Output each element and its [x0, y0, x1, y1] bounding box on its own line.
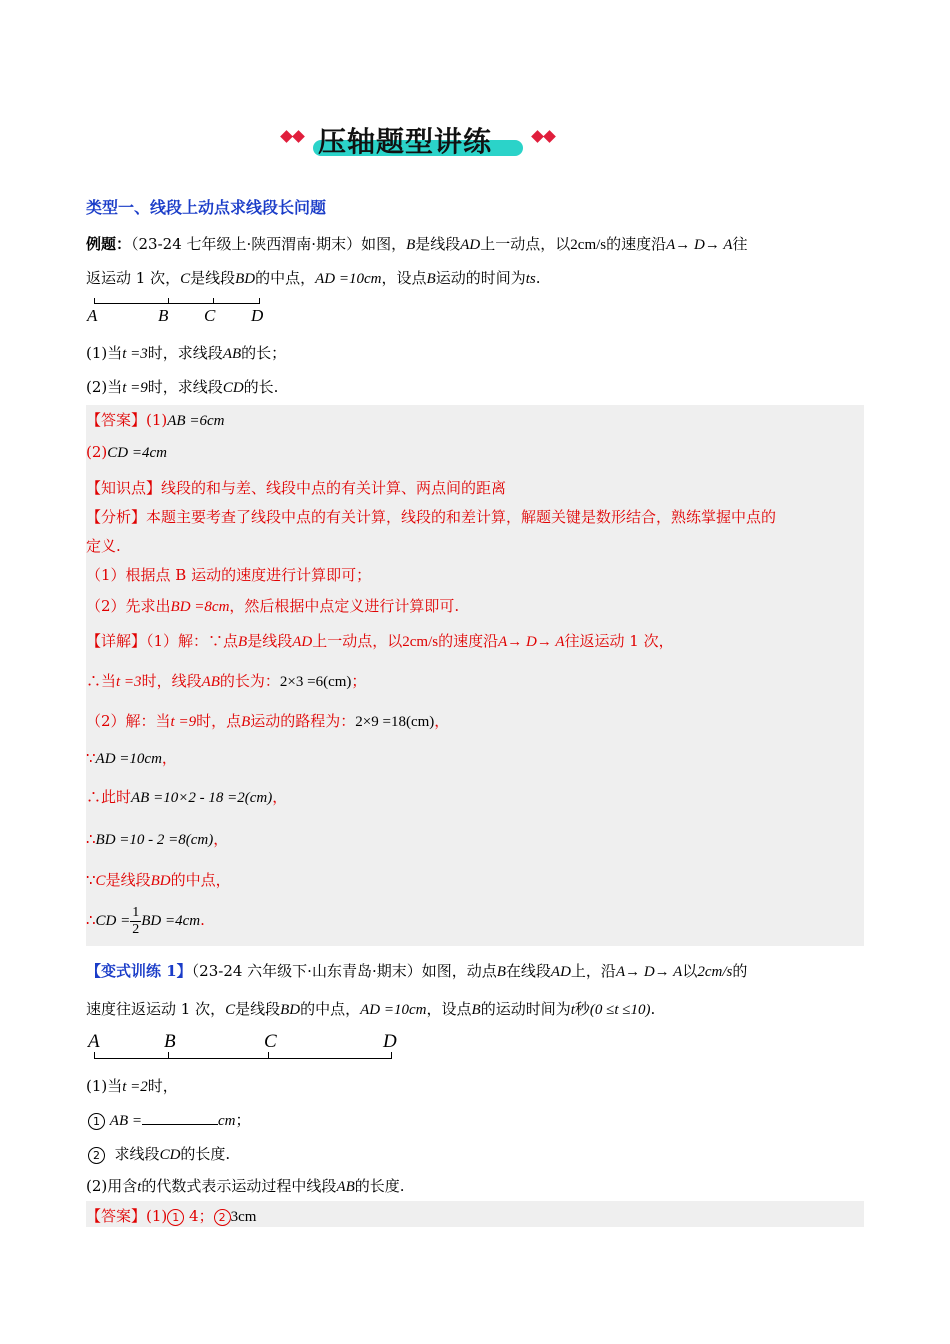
variant-line-2: 速度往返运动 1 次，C是线段BD的中点，AD =10cm，设点B的运动时间为t秒(0 ≤t ≤10).	[86, 1000, 656, 1018]
detail-step-1: ∴当t =3时，线段AB的长为：2×3 =6(cm)；	[86, 672, 367, 690]
point-label-b: B	[164, 1031, 176, 1052]
point-label-b: B	[158, 306, 169, 325]
tick	[94, 298, 95, 304]
point-label-c: C	[204, 306, 216, 325]
variant-line-1: 【变式训练 1】（23-24 六年级下·山东青岛·期末）如图，动点B在线段AD上，沿A→ D→ A以2cm/s的	[86, 962, 748, 980]
detail-step-6: ∵C是线段BD的中点，	[86, 871, 231, 889]
circled-one: 1	[167, 1209, 184, 1226]
diamond-icon	[531, 130, 544, 143]
example-line-1: 例题：（23-24 七年级上·陕西渭南·期末）如图，B是线段AD上一动点，以2cm/s的速度沿A→ D→ A往	[86, 235, 748, 253]
detail-step-2: （2）解：当t =9时，点B运动的路程为：2×9 =18(cm)，	[86, 712, 450, 730]
example-question-2: (2)当t =9时，求线段CD的长.	[86, 378, 279, 396]
diamond-icon	[280, 130, 293, 143]
variant-question-2: (2)用含t的代数式表示运动过程中线段AB的长度.	[86, 1177, 405, 1195]
tick	[213, 298, 214, 304]
analysis-step-1: （1）根据点 B 运动的速度进行计算即可；	[86, 566, 372, 584]
answer-line-2: (2)CD =4cm	[86, 443, 167, 461]
detail-step-4: ∴此时AB =10×2 - 18 =2(cm)，	[86, 788, 288, 806]
page-title: 压轴题型讲练	[318, 125, 493, 158]
example-label: 例题：	[86, 235, 132, 253]
analysis-step-2: （2）先求出BD =8cm，然后根据中点定义进行计算即可.	[86, 597, 460, 615]
knowledge-point: 【知识点】线段的和与差、线段中点的有关计算、两点间的距离	[86, 479, 507, 497]
variant-question-1: (1)当t =2时，	[86, 1077, 178, 1095]
tick	[259, 298, 260, 304]
detail-step-7: ∴CD = $\frac{1}{2}$ BD =4cm.	[86, 904, 205, 937]
variant-answer: 【答案】(1) 1 4； 2 3cm	[86, 1207, 257, 1225]
detail-step-5: ∴BD =10 - 2 =8(cm)，	[86, 830, 229, 848]
tick	[168, 1052, 169, 1058]
point-label-d: D	[383, 1031, 397, 1052]
circled-two: 2	[214, 1209, 231, 1226]
example-question-1: (1)当t =3时，求线段AB的长；	[86, 344, 287, 362]
tick	[268, 1052, 269, 1058]
variant-subquestion-2: 2 求线段CD的长度.	[88, 1143, 230, 1164]
segment-line	[94, 1058, 392, 1059]
detail-step-3: ∵AD =10cm，	[86, 749, 177, 767]
point-label-a: A	[87, 306, 98, 325]
diamond-icon	[543, 130, 556, 143]
example-line-2: 返运动 1 次，C是线段BD的中点，AD =10cm，设点B运动的时间为ts.	[86, 269, 541, 287]
tick	[94, 1052, 95, 1058]
detail-line: 【详解】（1）解：∵点B是线段AD上一动点，以2cm/s的速度沿A→ D→ A往返运动 1 次，	[86, 632, 674, 650]
tick	[168, 298, 169, 304]
analysis-line-2: 定义.	[86, 537, 121, 555]
fraction-one-half: $\frac{1}{2}$	[132, 904, 140, 937]
segment-line	[94, 303, 260, 304]
type-heading: 类型一、线段上动点求线段长问题	[86, 198, 327, 217]
analysis-line-1: 【分析】本题主要考查了线段中点的有关计算，线段的和差计算，解题关键是数形结合，熟练掌握中点的	[86, 508, 777, 526]
answer-blank[interactable]	[142, 1110, 218, 1125]
section-banner	[278, 118, 568, 160]
point-label-a: A	[88, 1031, 100, 1052]
answer-line-1: 【答案】(1)AB =6cm	[86, 411, 225, 429]
tick	[391, 1052, 392, 1058]
diamond-icon	[292, 130, 305, 143]
variant-label: 【变式训练 1】	[86, 962, 192, 980]
point-label-c: C	[264, 1031, 277, 1052]
point-label-d: D	[251, 306, 264, 325]
variant-subquestion-1: 1 AB = cm；	[88, 1109, 251, 1130]
